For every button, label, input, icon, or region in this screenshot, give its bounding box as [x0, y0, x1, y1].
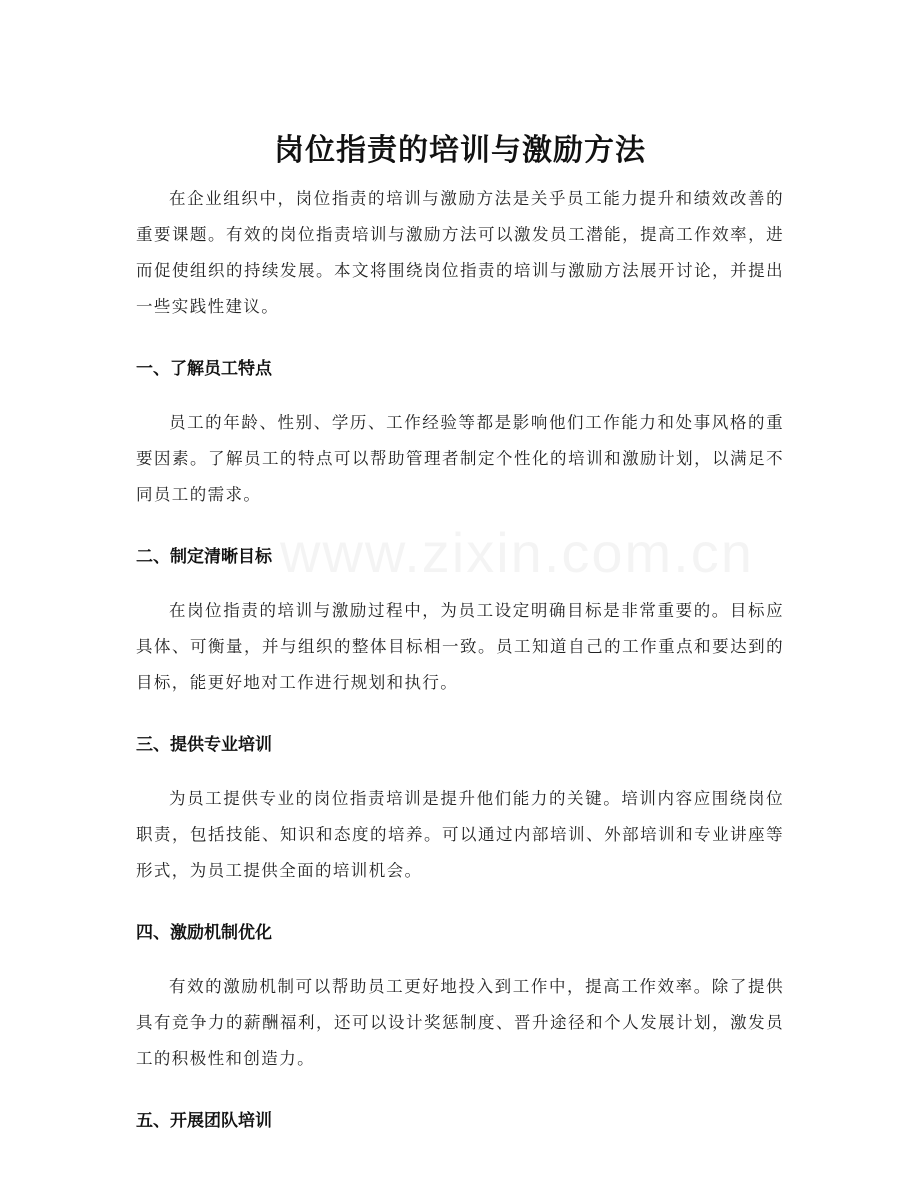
document-title: 岗位指责的培训与激励方法: [274, 133, 646, 169]
section-body-4: 有效的激励机制可以帮助员工更好地投入到工作中，提高工作效率。除了提供具有竞争力的薪酬福利，还可以设计奖惩制度、晋升途径和个人发展计划，激发员工的积极性和创造力。: [136, 977, 784, 1068]
section-heading-1: 一、了解员工特点: [136, 359, 272, 379]
section-body-3: 为员工提供专业的岗位指责培训是提升他们能力的关键。培训内容应围绕岗位职责，包括技能、知识和态度的培养。可以通过内部培训、外部培训和专业讲座等形式，为员工提供全面的培训机会。: [136, 789, 784, 880]
document-body: [136, 181, 784, 1139]
section-body-2: 在岗位指责的培训与激励过程中，为员工设定明确目标是非常重要的。目标应具体、可衡量，并与组织的整体目标相一致。员工知道自己的工作重点和要达到的目标，能更好地对工作进行规划和执行。: [136, 601, 784, 692]
section-body-1: 员工的年龄、性别、学历、工作经验等都是影响他们工作能力和处事风格的重要因素。了解员工的特点可以帮助管理者制定个性化的培训和激励计划，以满足不同员工的需求。: [136, 413, 784, 504]
section-heading-4: 四、激励机制优化: [136, 923, 272, 943]
section-heading-3: 三、提供专业培训: [136, 735, 272, 755]
section-heading-5: 五、开展团队培训: [136, 1111, 272, 1131]
intro-paragraph: 在企业组织中，岗位指责的培训与激励方法是关乎员工能力提升和绩效改善的重要课题。有效的岗位指责培训与激励方法可以激发员工潜能，提高工作效率，进而促使组织的持续发展。本文将围绕岗位指责的培训与激励方法展开讨论，并提出一些实践性建议。: [136, 189, 784, 316]
section-heading-2: 二、制定清晰目标: [136, 547, 272, 567]
